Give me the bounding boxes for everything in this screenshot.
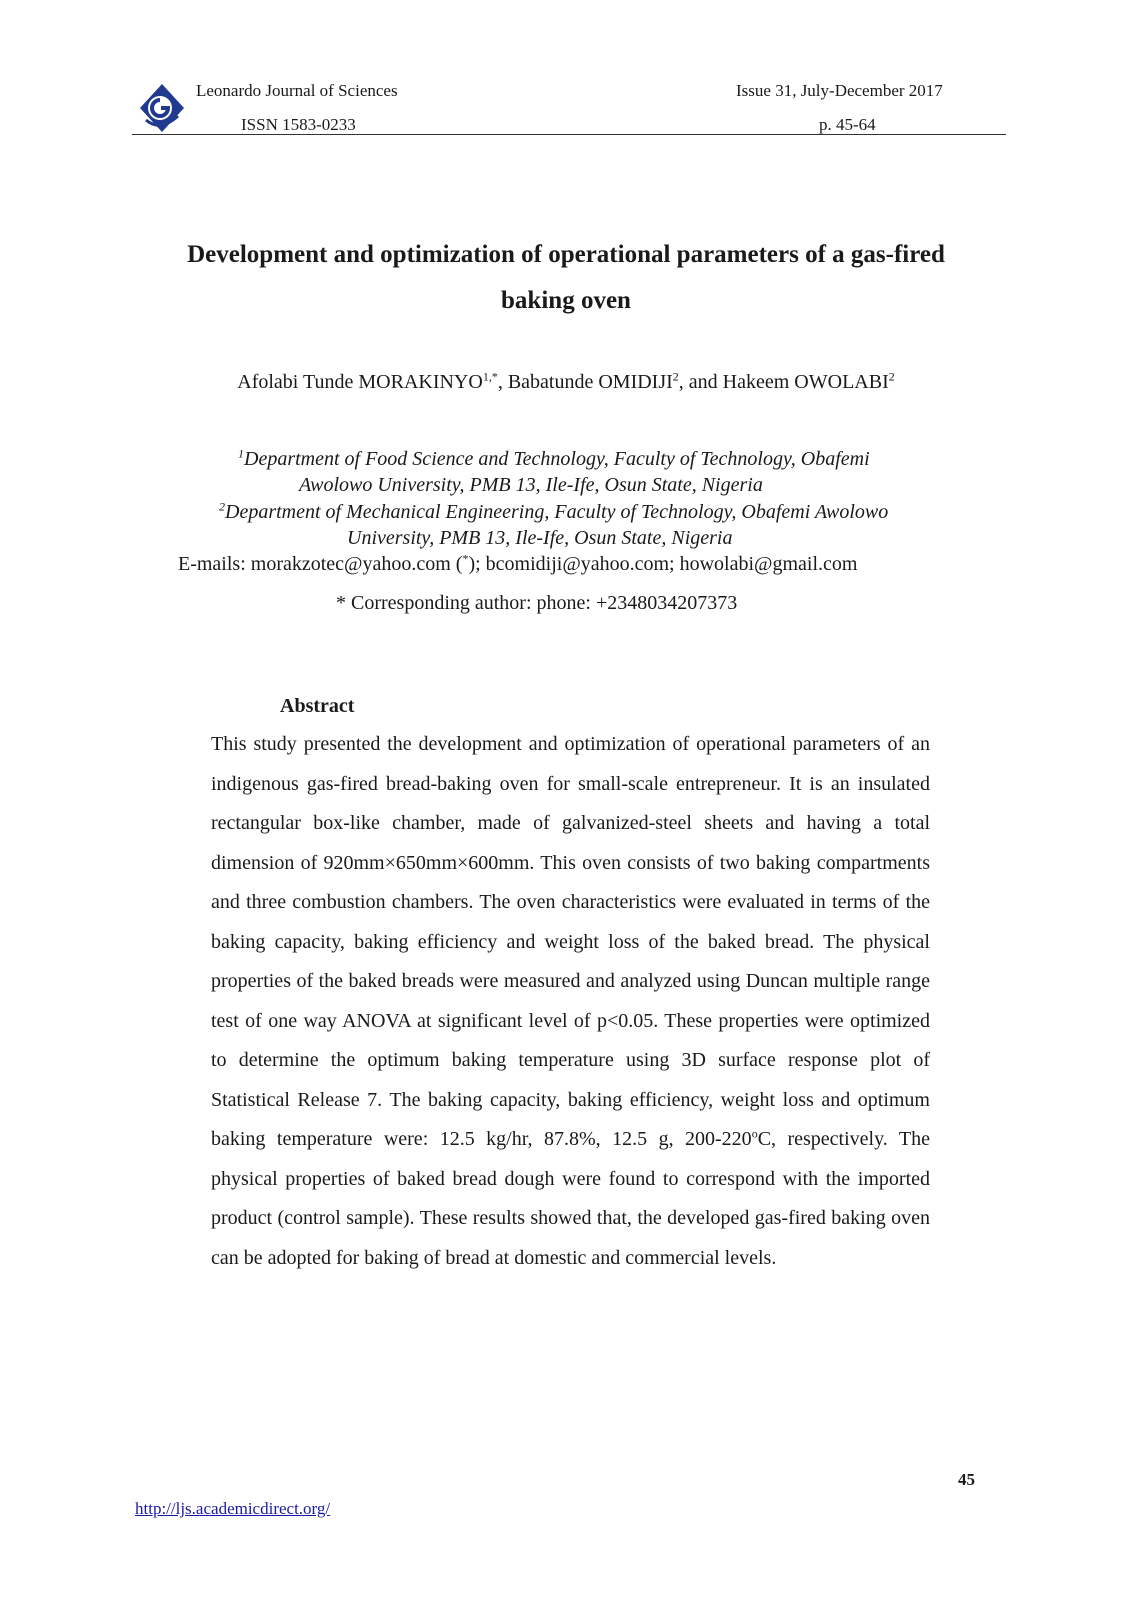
emails-rest: ); bcomidiji@yahoo.com; howolabi@gmail.com xyxy=(468,553,858,575)
abstract-text-part-2: C, respectively. The physical properties of baked bread dough were found to correspond with the imported product (control sample). These results showed that, the developed gas-fired baking oven can be adopted for baking of bread at domestic and commercial levels. xyxy=(211,1128,930,1269)
author-1-name: Afolabi Tunde MORAKINYO xyxy=(237,371,483,393)
journal-url-link[interactable]: http://ljs.academicdirect.org/ xyxy=(135,1499,331,1518)
author-3-affiliation-mark: 2 xyxy=(888,369,895,384)
journal-name: Leonardo Journal of Sciences xyxy=(196,81,398,100)
journal-logo-icon xyxy=(132,80,188,136)
corresponding-author: * Corresponding author: phone: +2348034207373 xyxy=(336,592,738,614)
issue-info: Issue 31, July-December 2017 xyxy=(736,81,943,100)
issn: ISSN 1583-0233 xyxy=(241,115,356,134)
emails-star: * xyxy=(462,551,469,566)
affiliation-2-mark: 2 xyxy=(219,499,225,514)
abstract-heading: Abstract xyxy=(280,695,355,717)
affiliation-1-line-2: Awolowo University, PMB 13, Ile-Ife, Osun State, Nigeria xyxy=(299,474,763,496)
paper-title xyxy=(140,232,992,324)
emails-prefix: E-mails: morakzotec@yahoo.com ( xyxy=(178,553,463,575)
affiliation-2-line-1: Department of Mechanical Engineering, Faculty of Technology, Obafemi Awolowo xyxy=(225,501,889,523)
paper-title-line-1: Development and optimization of operational parameters of a gas-fired xyxy=(187,241,945,268)
page-number: 45 xyxy=(958,1470,975,1489)
author-emails xyxy=(178,553,857,576)
affiliation-1 xyxy=(238,448,870,471)
affiliation-2 xyxy=(219,501,888,524)
author-1-affiliation-mark: 1,* xyxy=(482,369,498,384)
paper-title-line-2: baking oven xyxy=(501,287,631,314)
abstract-body xyxy=(211,725,930,1278)
affiliation-2-line-2: University, PMB 13, Ile-Ife, Osun State, Nigeria xyxy=(347,527,733,549)
author-2-affiliation-mark: 2 xyxy=(672,369,679,384)
author-2-name: , Babatunde OMIDIJI xyxy=(497,371,673,393)
author-list xyxy=(140,371,992,394)
header-divider xyxy=(132,134,1006,135)
affiliation-1-mark: 1 xyxy=(238,446,244,461)
affiliation-1-line-1: Department of Food Science and Technology, Faculty of Technology, Obafemi xyxy=(244,448,870,470)
degree-mark: o xyxy=(751,1126,758,1141)
page-range: p. 45-64 xyxy=(819,115,876,134)
author-3-name: , and Hakeem OWOLABI xyxy=(678,371,889,393)
abstract-text-part-1: This study presented the development and optimization of operational parameters of an indigenous gas-fired bread-baking oven for small-scale entrepreneur. It is an insulated rectangular box-like chamber, made of galvanized-steel sheets and having a total dimension of 920mm×650mm×600mm. This oven consists of two baking compartments and three combustion chambers. The oven characteristics were evaluated in terms of the baking capacity, baking efficiency and weight loss of the baked bread. The physical properties of the baked breads were measured and analyzed using Duncan multiple range test of one way ANOVA at significant level of p<0.05. These properties were optimized to determine the optimum baking temperature using 3D surface response plot of Statistical Release 7. The baking capacity, baking efficiency, weight loss and optimum baking temperature were: 12.5 kg/hr, 87.8%, 12.5 g, 200-220 xyxy=(211,733,930,1150)
